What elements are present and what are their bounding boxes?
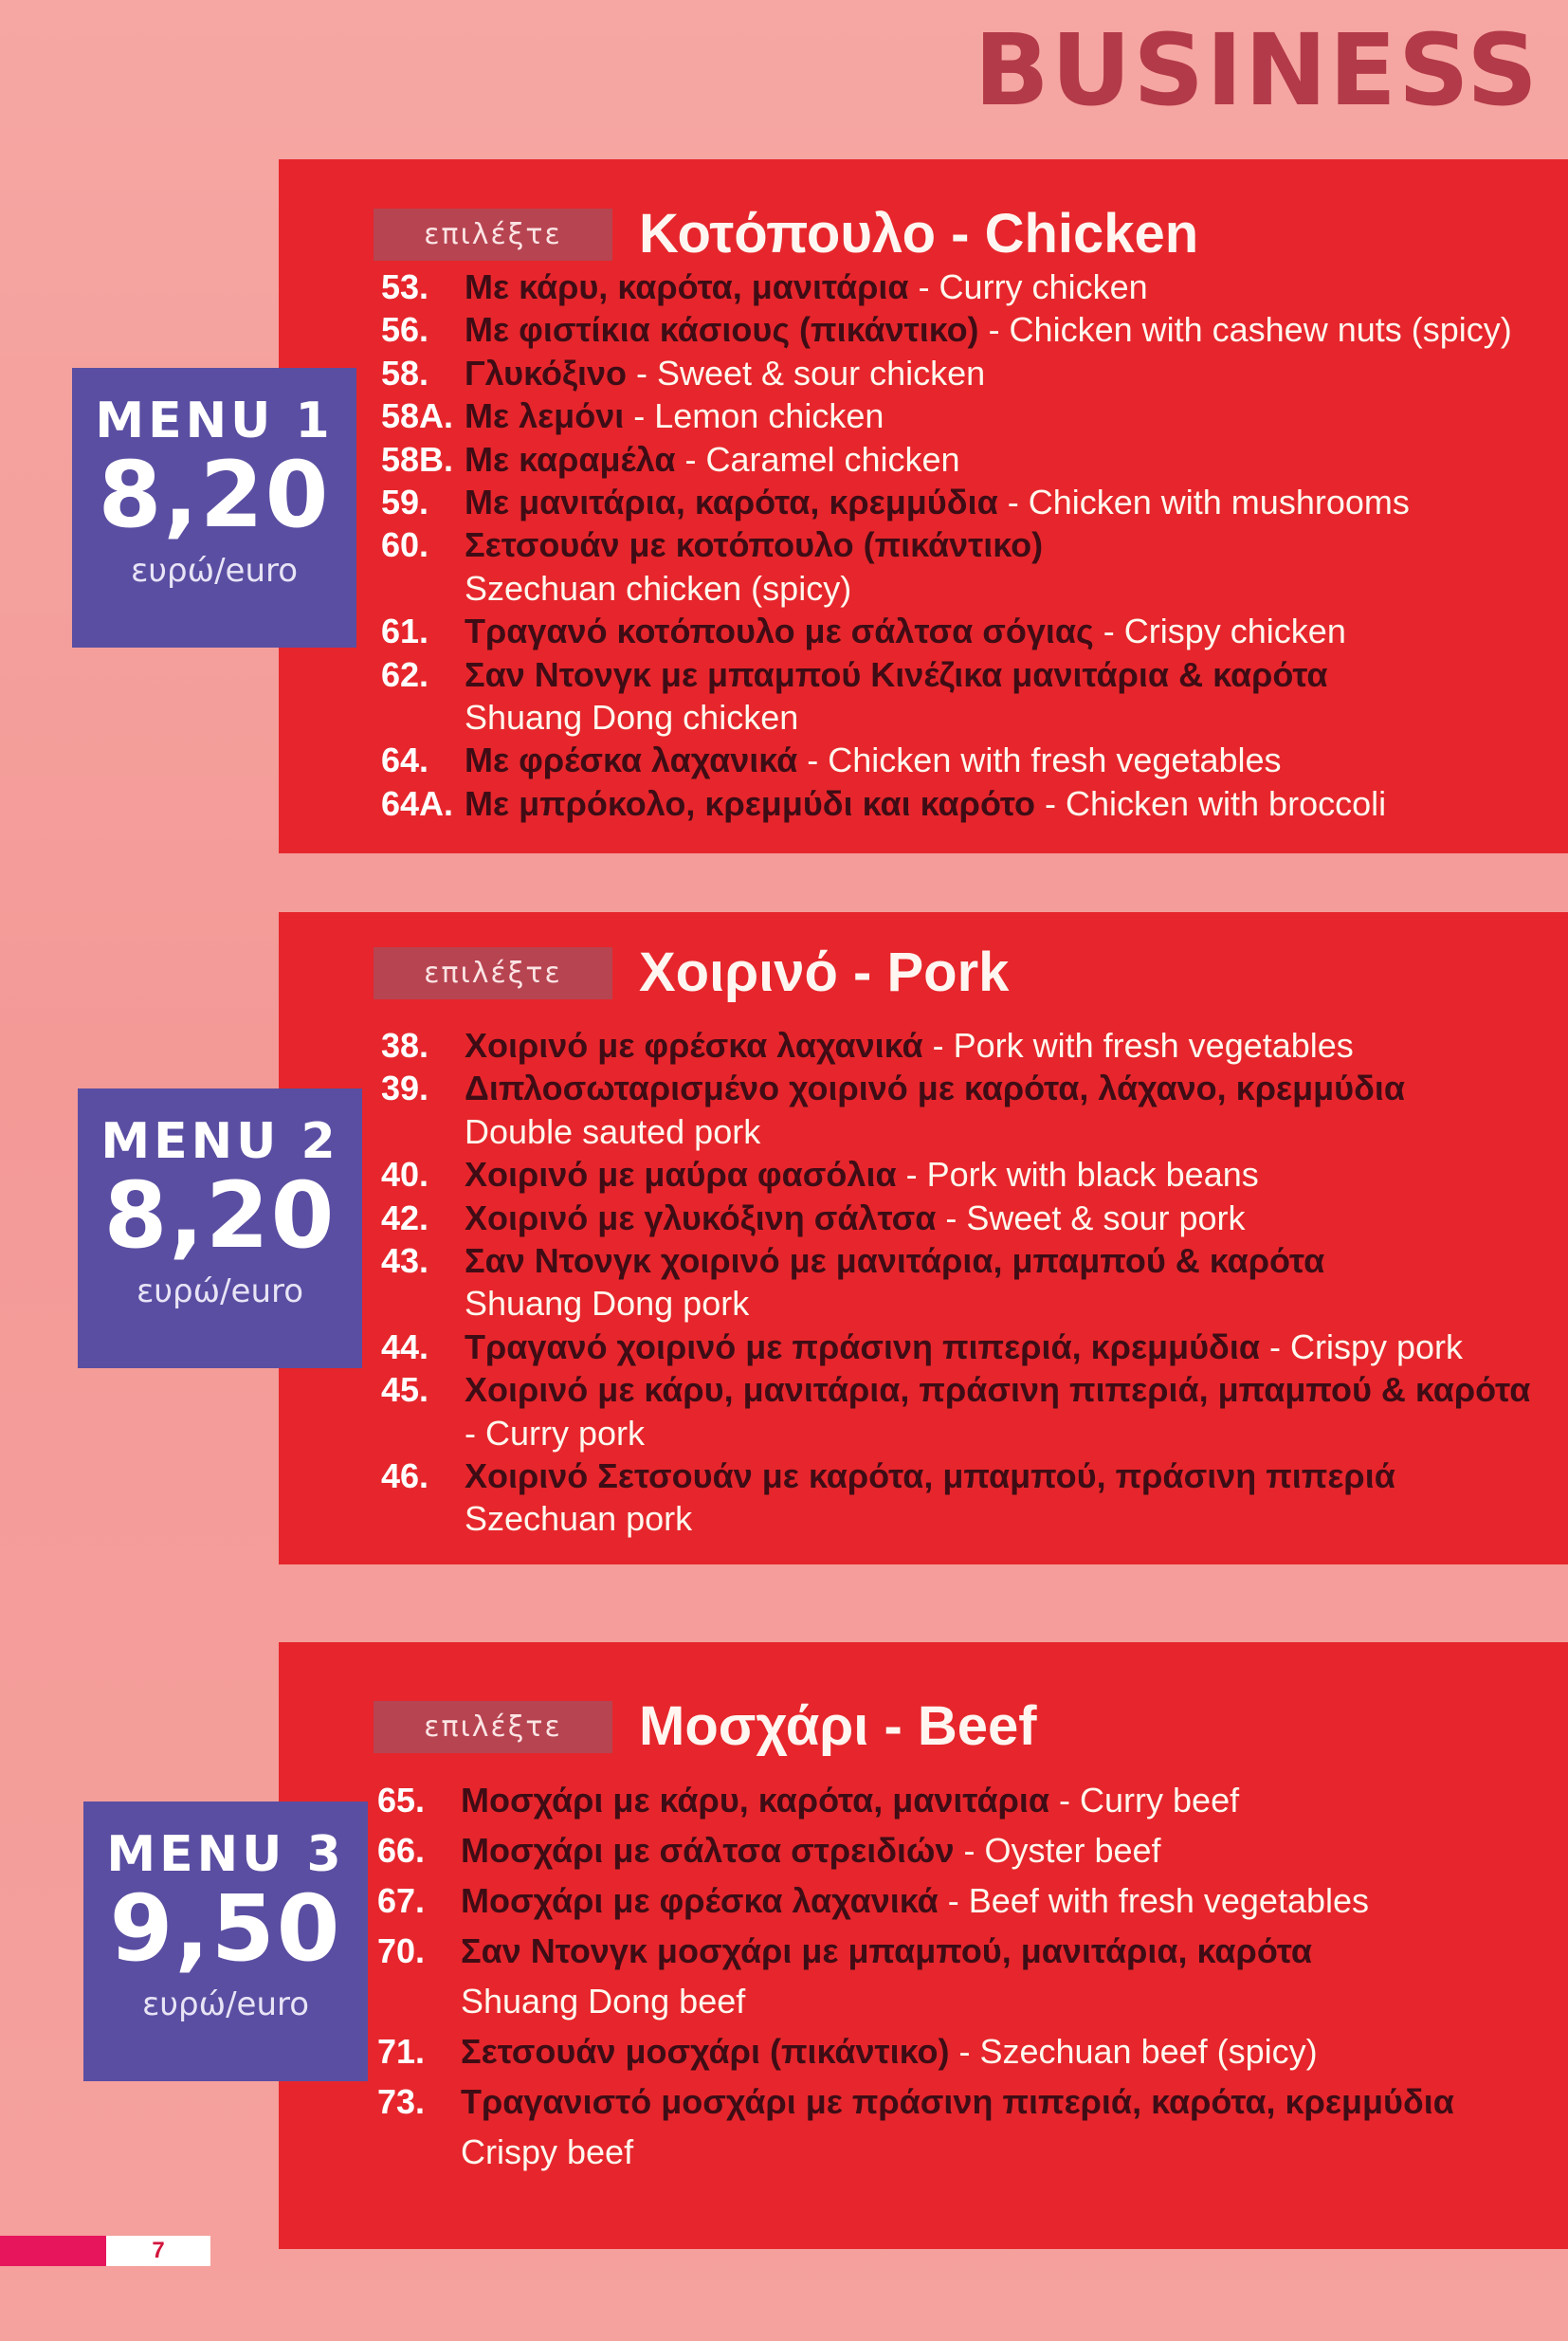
list-item: 61. Τραγανό κοτόπουλο με σάλτσα σόγιας - Crispy chicken (381, 612, 1346, 651)
list-item: 42. Χοιρινό με γλυκόξινη σάλτσα - Sweet & sour pork (381, 1198, 1246, 1237)
list-item: 56. Με φιστίκια κάσιους (πικάντικο) - Chicken with cashew nuts (spicy) (381, 310, 1512, 350)
menu-3-badge (83, 1801, 368, 2081)
list-item: 73. Τραγανιστό μοσχάρι με πράσινη πιπεριά, καρότα, κρεμμύδια Crispy beef (377, 2082, 1454, 2171)
list-item: 39. Διπλοσωταρισμένο χοιρινό με καρότα, λάχανο, κρεμμύδια Double sauted pork (381, 1069, 1406, 1151)
list-item: 70. Σαν Ντονγκ μοσχάρι με μπαμπού, μανιτάρια, καρότα Shuang Dong beef (377, 1931, 1313, 2021)
menu-currency: ευρώ/euro (136, 1271, 304, 1310)
list-item: 64. Με φρέσκα λαχανικά - Chicken with fresh vegetables (381, 741, 1282, 780)
item-list (377, 1775, 1540, 2177)
list-item: 71. Σετσουάν μοσχάρι (πικάντικο) - Szechuan beef (spicy) (377, 2032, 1318, 2071)
choose-label: επιλέξτε (374, 947, 612, 999)
section-header (374, 942, 1010, 1003)
menu-price: 9,50 (109, 1875, 342, 1982)
menu-label: MENU 1 (95, 393, 334, 449)
list-item: 40. Χοιρινό με μαύρα φασόλια - Pork with black beans (381, 1155, 1259, 1195)
list-item: 45. Χοιρινό με κάρυ, μανιτάρια, πράσινη πιπεριά, μπαμπού & καρότα - Curry pork (381, 1370, 1531, 1453)
list-item: 58A. Με λεμόνι - Lemon chicken (381, 396, 884, 436)
menu-price: 8,20 (103, 1162, 337, 1269)
page-number: 7 (106, 2236, 210, 2266)
list-item: 62. Σαν Ντονγκ με μπαμπού Κινέζικα μανιτάρια & καρότα Shuang Dong chicken (381, 654, 1328, 738)
list-item: 60. Σετσουάν με κοτόπουλο (πικάντικο) Szechuan chicken (spicy) (381, 525, 1044, 608)
beef-section (279, 1642, 1568, 2249)
category-title: Χοιρινό - Pork (639, 942, 1010, 1003)
choose-label: επιλέξτε (374, 209, 612, 261)
chicken-section (279, 159, 1568, 853)
list-item: 53. Με κάρυ, καρότα, μανιτάρια - Curry chicken (381, 267, 1148, 306)
menu-label: MENU 2 (100, 1113, 339, 1170)
list-item: 38. Χοιρινό με φρέσκα λαχανικά - Pork with fresh vegetables (381, 1026, 1354, 1065)
section-header (374, 203, 1199, 265)
item-list (381, 265, 1540, 825)
list-item: 59. Με μανιτάρια, καρότα, κρεμμύδια - Chicken with mushrooms (381, 483, 1410, 522)
menu-1-badge (72, 368, 356, 648)
menu-price: 8,20 (98, 442, 331, 548)
pork-section (279, 912, 1568, 1564)
list-item: 64A. Με μπρόκολο, κρεμμύδι και καρότο - Chicken with broccoli (381, 783, 1387, 823)
list-item: 46. Χοιρινό Σετσουάν με καρότα, μπαμπού, πράσινη πιπεριά Szechuan pork (381, 1456, 1395, 1539)
menu-2-badge (78, 1088, 362, 1368)
menu-currency: ευρώ/euro (130, 551, 299, 590)
list-item: 65. Μοσχάρι με κάρυ, καρότα, μανιτάρια - Curry beef (377, 1781, 1240, 1820)
choose-label: επιλέξτε (374, 1701, 612, 1753)
list-item: 44. Τραγανό χοιρινό με πράσινη πιπεριά, κρεμμύδια - Crispy pork (381, 1326, 1464, 1366)
page-title: BUSINESS (974, 12, 1540, 128)
menu-label: MENU 3 (106, 1826, 345, 1883)
list-item: 58. Γλυκόξινο - Sweet & sour chicken (381, 353, 986, 393)
category-title: Κοτόπουλο - Chicken (639, 203, 1199, 265)
list-item: 67. Μοσχάρι με φρέσκα λαχανικά - Beef with fresh vegetables (377, 1881, 1370, 1920)
item-list (381, 1024, 1540, 1541)
menu-currency: ευρώ/euro (141, 1984, 310, 2023)
section-header (374, 1695, 1037, 1757)
footer-accent-bar (0, 2236, 106, 2266)
list-item: 66. Μοσχάρι με σάλτσα στρειδιών - Oyster beef (377, 1831, 1161, 1870)
category-title: Μοσχάρι - Beef (639, 1695, 1037, 1757)
list-item: 58B. Με καραμέλα - Caramel chicken (381, 439, 960, 479)
list-item: 43. Σαν Ντονγκ χοιρινό με μανιτάρια, μπαμπού & καρότα Shuang Dong pork (381, 1241, 1325, 1324)
